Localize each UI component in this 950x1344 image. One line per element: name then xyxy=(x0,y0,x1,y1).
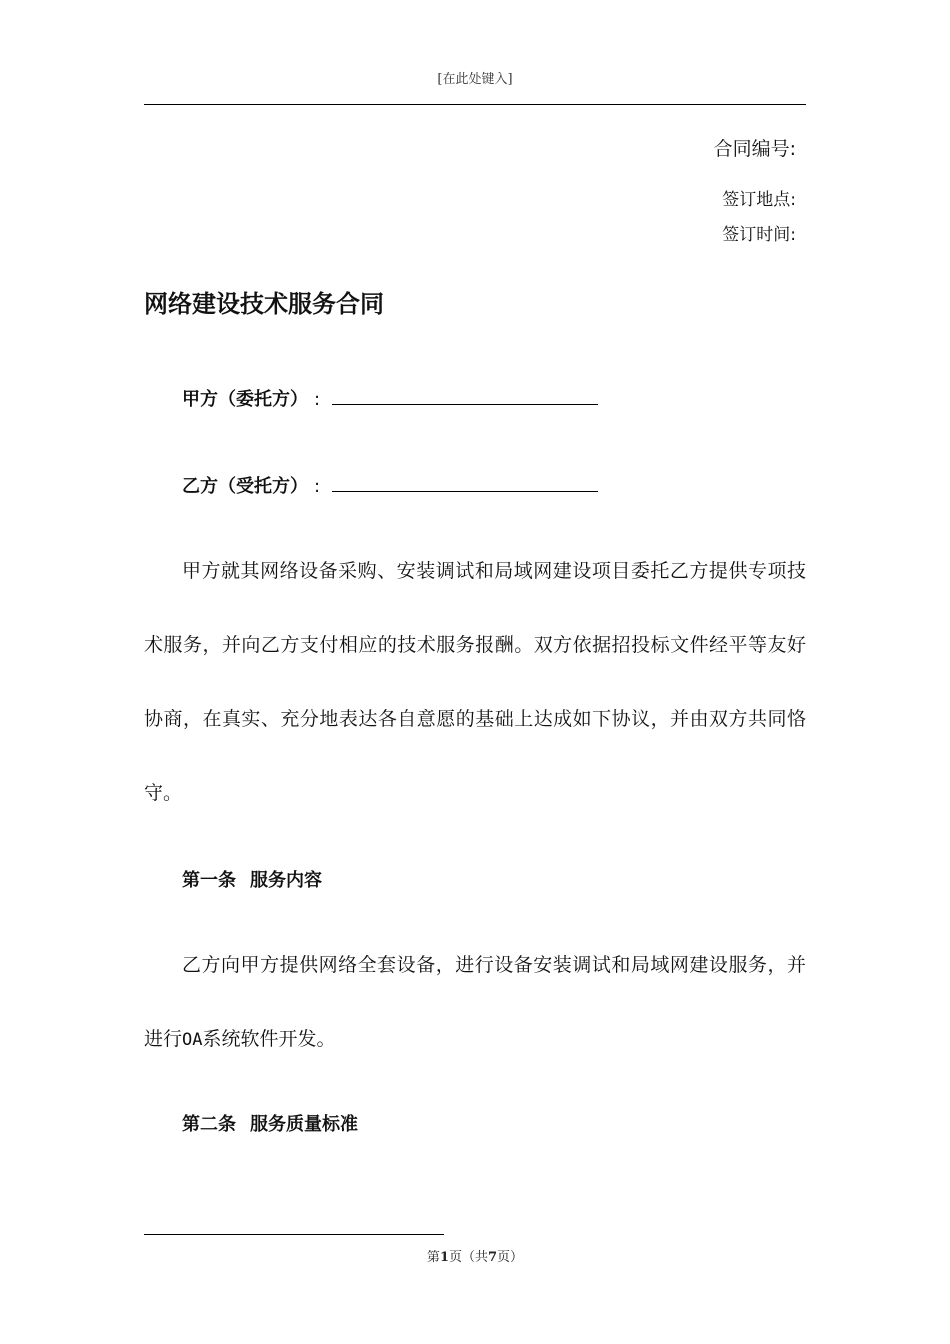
footer-middle: 页（共 xyxy=(448,1250,488,1265)
party-b-fill-blank xyxy=(332,471,598,492)
party-a-fill-blank xyxy=(332,384,598,405)
page-header: [在此处键入] xyxy=(437,72,513,87)
header-divider xyxy=(144,104,806,105)
footer-suffix: 页） xyxy=(497,1250,524,1265)
party-a-colon: : xyxy=(314,389,321,410)
article-2-heading xyxy=(182,1110,358,1136)
signing-place-label: 签订地点: xyxy=(722,190,796,210)
footer-divider xyxy=(144,1234,444,1235)
article-1-paragraph xyxy=(144,928,806,1077)
article-1-title: 服务内容 xyxy=(250,870,322,891)
article-1-heading xyxy=(182,866,322,892)
document-title: 网络建设技术服务合同 xyxy=(144,290,384,318)
page-footer xyxy=(0,1246,950,1265)
footer-page-number: 1 xyxy=(439,1250,449,1265)
party-b-label: 乙方（受托方） xyxy=(182,476,308,497)
article-1-text-after: 系统软件开发。 xyxy=(202,1028,336,1050)
party-a-label: 甲方（委托方） xyxy=(182,389,308,410)
article-2-title: 服务质量标准 xyxy=(250,1114,358,1135)
article-1-number: 第一条 xyxy=(182,870,236,891)
party-a-line xyxy=(182,384,598,411)
article-1-text-code: OA xyxy=(182,1030,203,1050)
footer-prefix: 第 xyxy=(426,1250,440,1265)
article-2-number: 第二条 xyxy=(182,1114,236,1135)
party-b-colon: : xyxy=(314,476,321,497)
article-1-text-before: 乙方向甲方提供网络全套设备，进行设备安装调试和局域网建设服务，并进行 xyxy=(144,954,806,1050)
contract-number-label: 合同编号: xyxy=(713,138,796,160)
footer-total-pages: 7 xyxy=(488,1250,498,1265)
intro-paragraph: 甲方就其网络设备采购、安装调试和局域网建设项目委托乙方提供专项技术服务，并向乙方支付相应的技术服务报酬。双方依据招投标文件经平等友好协商，在真实、充分地表达各自意愿的基础上达成如下协议，并由双方共同恪守。 xyxy=(144,560,806,804)
signing-time-label: 签订时间: xyxy=(722,225,796,245)
party-b-line xyxy=(182,471,598,498)
